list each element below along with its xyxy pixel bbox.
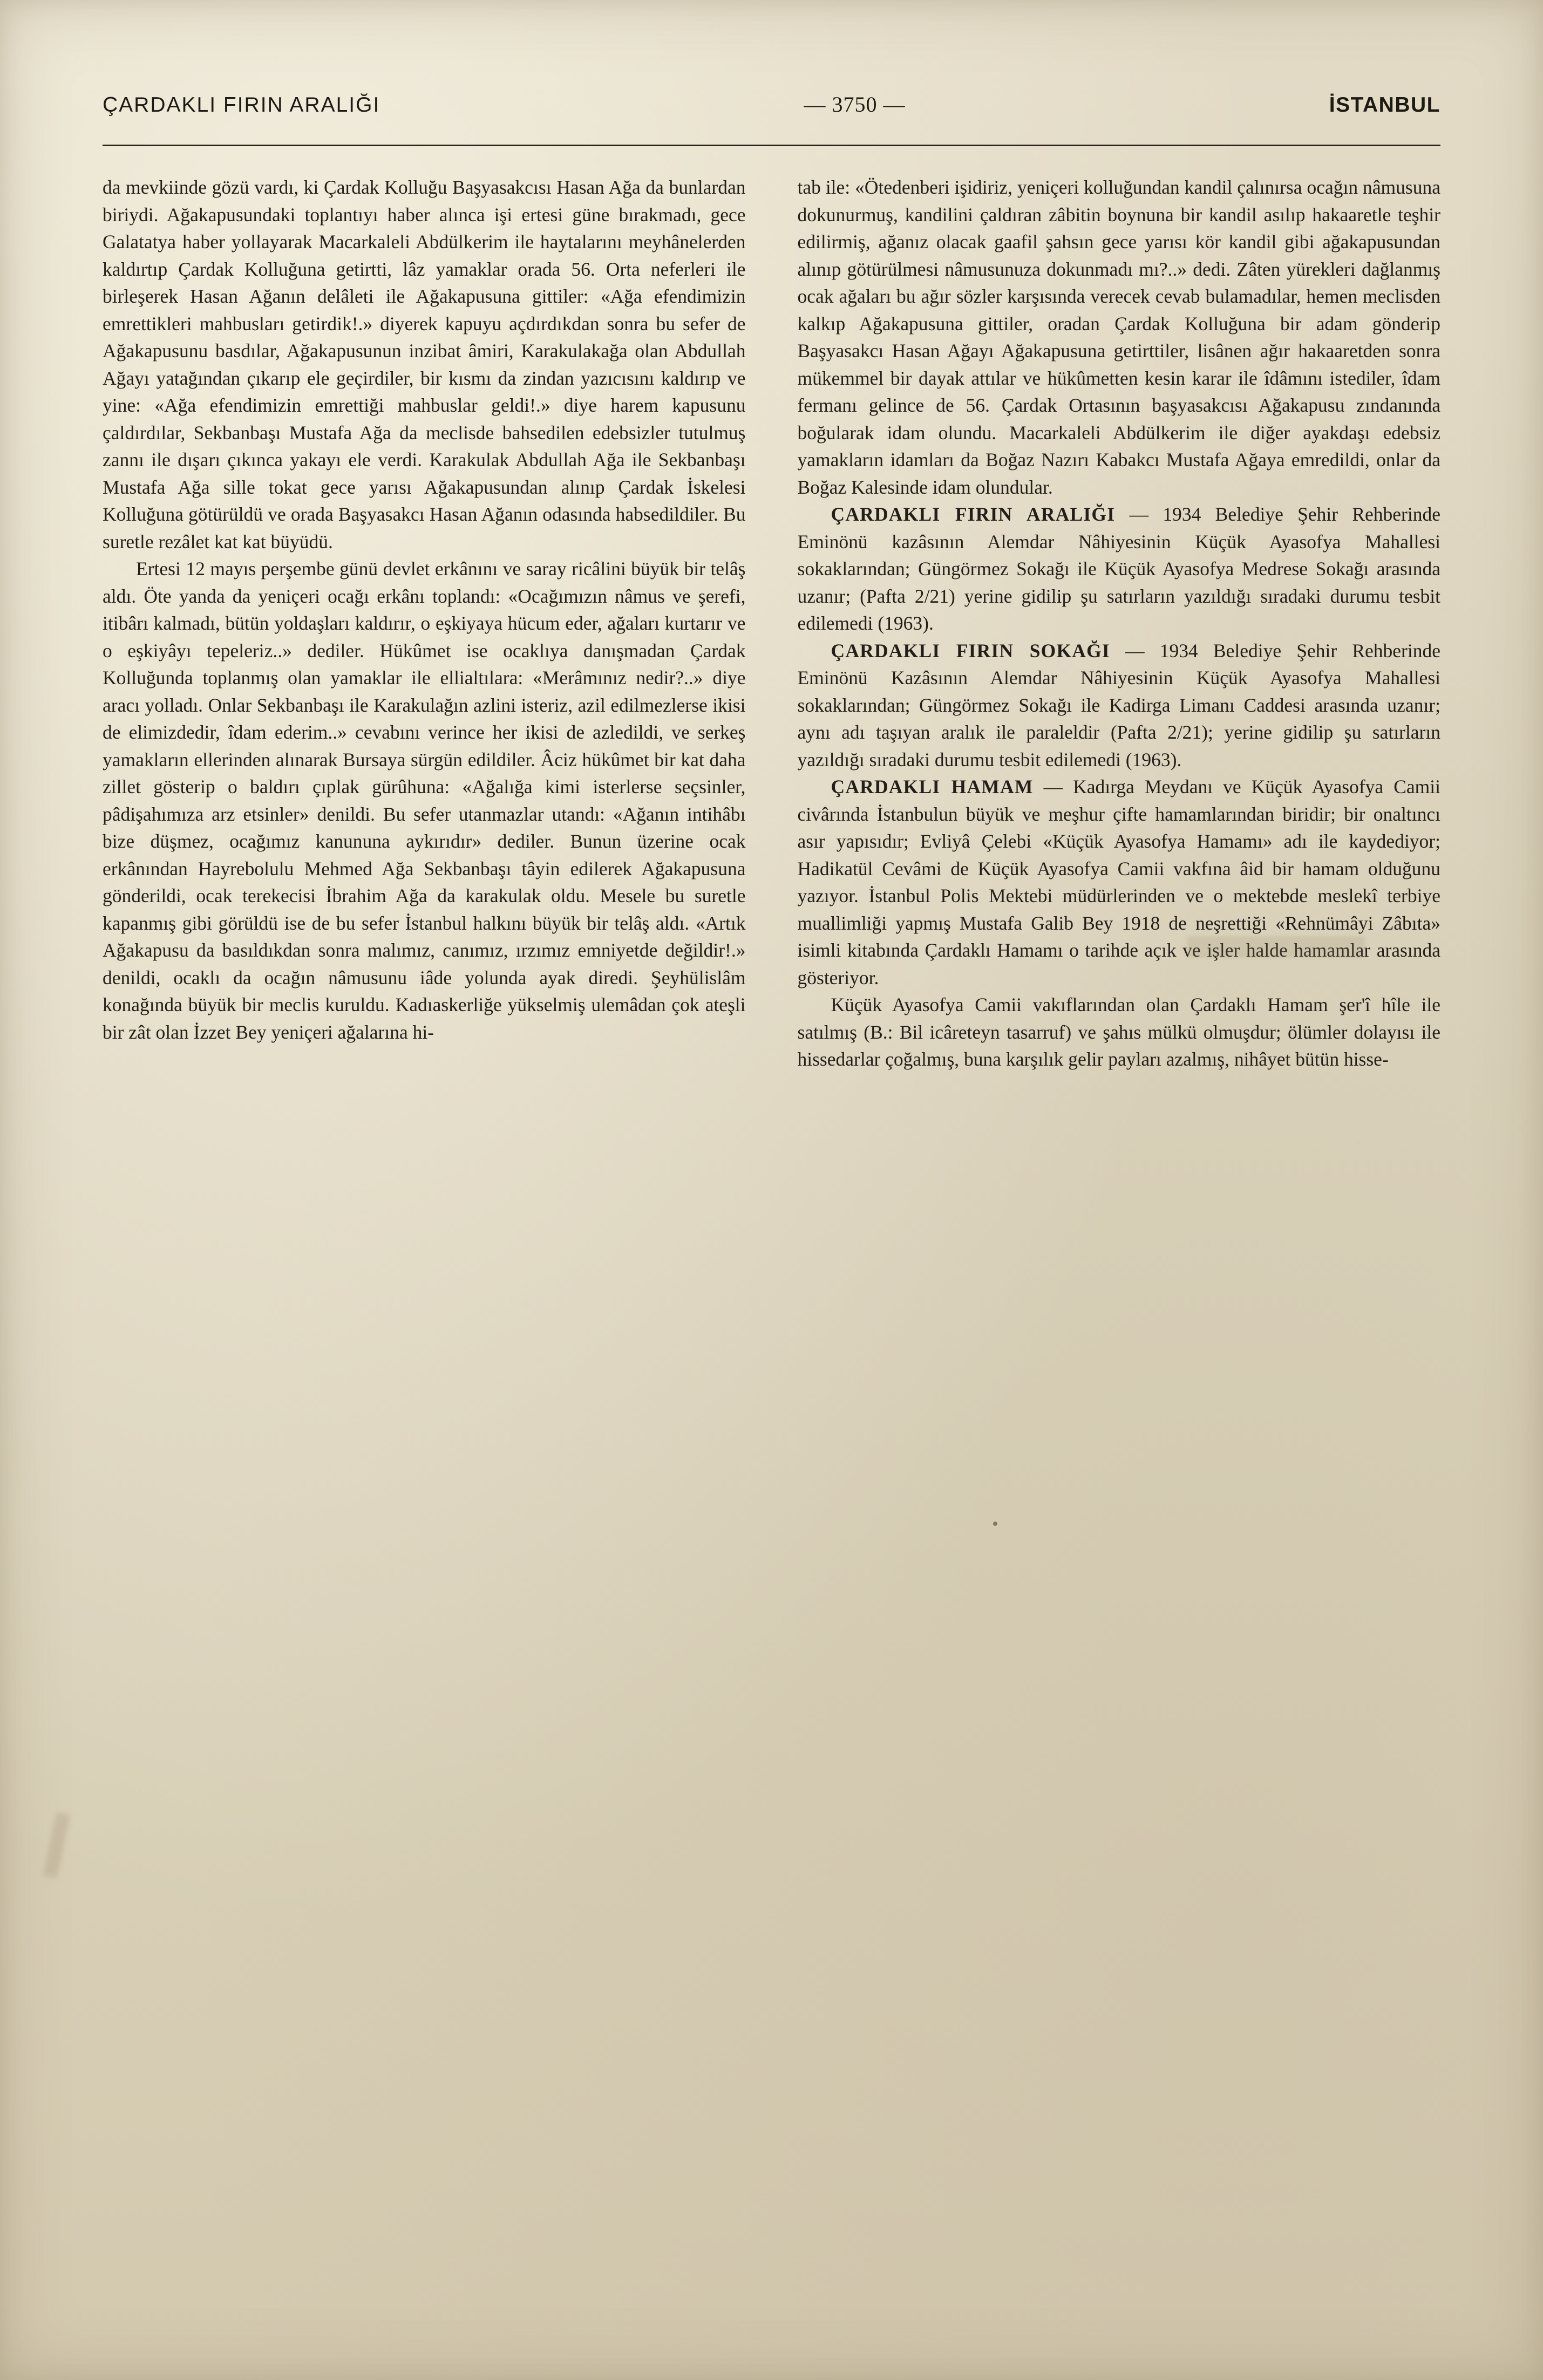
- entry-cardakli-hamam: [798, 773, 1441, 991]
- header-divider: [103, 145, 1440, 146]
- paper-smudge: [43, 1812, 70, 1879]
- paragraph: Ertesi 12 mayıs perşembe günü devlet erkânını ve saray ricâlini büyük bir telâş aldı. Öte yanda da yeniçeri ocağı erkânı toplandı: «Ocağımızın nâmus ve şerefi, itibârı kalmadı, bütün yoldaşları kaldırır, o eşkiyaya hücum eder, ağaları kurtarır ve o eşkiyâyı tepeleriz..» dediler. Hükûmet ise ocaklıya danışmadan Çardak Kolluğunda toplanmış olan yamaklar ile ellialtılara: «Merâmınız nedir?..» diye aracı yolladı. Onlar Sekbanbaşı ile Karakulağın azlini isteriz, azil edilmezlerse ikisi de elimizdedir, îdam ederim..» cevabını verince her ikisi de azledildi, ve serkeş yamakların ellerinden alınarak Bursaya sürgün edildiler. Âciz hükûmet bir kat daha zillet gösterip o baldırı çıplak gürûhuna: «Ağalığa kimi isterlerse seçsinler, pâdişahımıza arz etsinler» denildi. Bu sefer utanmazlar utandı: «Ağanın intihâbı bize düşmez, ocağımız kanununa aykırıdır» dediler. Bunun üzerine ocak erkânından Hayrebolulu Mehmed Ağa Sekbanbaşı tâyin edilerek Ağakapusuna gönderildi, ocak terekecisi İbrahim Ağa da karakulak oldu. Mesele bu suretle kapanmış gibi görüldü ise de bu sefer İstanbul halkını büyük bir telâş aldı. «Artık Ağakapusu da basıldıkdan sonra malımız, canımız, ırzımız emniyetde değildir!.» denildi, ocaklı da ocağın nâmusunu iâde yolunda ayak diredi. Şeyhülislâm konağında büyük bir meclis kuruldu. Kadıaskerliğe yükselmiş ulemâdan çok ateşli bir zât olan İzzet Bey yeniçeri ağalarına hi-: [103, 558, 746, 1043]
- entry-body: — Kadırga Meydanı ve Küçük Ayasofya Camii civârında İstanbulun büyük ve meşhur çifte hamamlarından biridir; bir onaltıncı asır yapısıdır; Evliyâ Çelebi «Küçük Ayasofya Hamamı» adı ile kaydediyor; Hadikatül Cevâmi de Küçük Ayasofya Camii vakfına âid bir hamam olduğunu yazıyor. İstanbul Polis Mektebi müdürlerinden ve o mektebde meslekî terbiye muallimliği yapmış Mustafa Galib Bey 1918 de neşrettiği «Rehnümâyi Zâbıta» isimli kitabında Çardaklı Hamamı o tarihde açık ve işler halde hamamlar arasında gösteriyor.: [797, 776, 1440, 988]
- entry-cardakli-firin-araligi: [798, 501, 1441, 637]
- entry-body: — 1934 Belediye Şehir Rehberinde Eminönü Kazâsının Alemdar Nâhiyesinin Küçük Ayasofya Mahallesi sokaklarından; Güngörmez Sokağı ile Kadirga Limanı Caddesi arasında uzanır; aynı adı taşıyan aralık ile paraleldir (Pafta 2/21); yerine gidilip şu satırların yazıldığı sıradaki durumu tesbit edilemedi (1963).: [797, 639, 1440, 770]
- paragraph: da mevkiinde gözü vardı, ki Çardak Kolluğu Başyasakcısı Hasan Ağa da bunlardan biriydi. Ağakapusundaki toplantıyı haber alınca işi ertesi güne bırakmadı, gece Galatatya haber yollayarak Macarkaleli Abdülkerim ile haytalarını meyhânelerden kaldırtıp Çardak Kolluğuna getirtti, lâz yamaklar orada 56. Orta neferleri ile birleşerek Hasan Ağanın delâleti ile Ağakapusuna gittiler: «Ağa efendimizin emrettikleri mahbusları getirdik!.» diyerek kapuyu açdırdıkdan sonra bu sefer de Ağakapusunu basdılar, Ağakapusunun inzibat âmiri, Karakulakağa olan Abdullah Ağayı yatağından çıkarıp ele geçirdiler, bir kısmı da zindan yazıcısını kaldırıp ve yine: «Ağa efendimizin emrettiği mahbuslar geldi!.» diye harem kapusunu çaldırdılar, Sekbanbaşı Mustafa Ağa da meclisde bahsedilen edebsizler tutulmuş zannı ile dışarı çıkınca yakayı ele verdi. Karakulak Abdullah Ağa ile Sekbanbaşı Mustafa Ağa sille tokat gece yarısı Ağakapusundan alınıp Çardak İskelesi Kolluğuna götürüldü ve orada Başyasakcı Hasan Ağanın odasında habsedildiler. Bu suretle rezâlet kat kat büyüdü.: [103, 176, 746, 553]
- body-columns: [103, 174, 1440, 2315]
- entry-title: ÇARDAKLI HAMAM: [831, 776, 1034, 797]
- page-header: [103, 92, 1440, 129]
- entry-title: ÇARDAKLI FIRIN SOKAĞI: [831, 639, 1110, 662]
- left-column: [103, 174, 746, 2315]
- header-right-title: İSTANBUL: [1329, 93, 1440, 117]
- paragraph: tab ile: «Ötedenberi işidiriz, yeniçeri kolluğundan kandil çalınırsa ocağın nâmusuna dokunurmuş, kandilini çaldıran zâbitin boynuna bir kandil asılıp hakaaretle teşhir edilirmiş, ağanız olacak gaafil şahsın gece yarısı kör kandil gibi ağakapusundan alınıp götürülmesi nâmusunuza dokunmadı mı?..» dedi. Zâten yürekleri dağlanmış ocak ağaları bu ağır sözler karşısında verecek cevab bulamadılar, hemen meclisden kalkıp Ağakapusuna gittiler, oradan Çardak Kolluğuna bir adam gönderip Başyasakcı Hasan Ağayı Ağakapusuna getirttiler, lisânen ağır hakaaretden sonra mükemmel bir dayak attılar ve hükûmetten kesin karar ile îdâmını istediler, îdam fermanı gelince de 56. Çardak Ortasının başyasakcısı Ağakapusu zındanında boğularak idam olundu. Macarkaleli Abdülkerim ile diğer ayakdaşı edebsiz yamakların idamları da Boğaz Nazırı Kabakcı Mustafa Ağaya emredildi, onlar da Boğaz Kalesinde idam olundular.: [797, 176, 1440, 498]
- page-number: — 3750 —: [804, 92, 906, 117]
- paragraph: Küçük Ayasofya Camii vakıflarından olan Çardaklı Hamam şer'î hîle ile satılmış (B.: Bil icâreteyn tasarruf) ve şahıs mülkü olmuşdur; ölümler dolayısı ile hissedarlar çoğalmış, buna karşılık gelir payları azalmış, nihâyet bütün hisse-: [797, 994, 1440, 1070]
- header-left-title: ÇARDAKLI FIRIN ARALIĞI: [103, 93, 380, 117]
- entry-title: ÇARDAKLI FIRIN ARALIĞI: [831, 503, 1116, 525]
- right-column: [798, 174, 1441, 2315]
- entry-body: — 1934 Belediye Şehir Rehberinde Eminönü kazâsının Alemdar Nâhiyesinin Küçük Ayasofya Mahallesi sokaklarından; Güngörmez Sokağı ile Küçük Ayasofya Medrese Sokağı arasında uzanır; (Pafta 2/21) yerine gidilip şu satırların yazıldığı sıradaki durumu tesbit edilemedi (1963).: [797, 503, 1441, 634]
- entry-cardakli-firin-sokagi: [798, 637, 1441, 774]
